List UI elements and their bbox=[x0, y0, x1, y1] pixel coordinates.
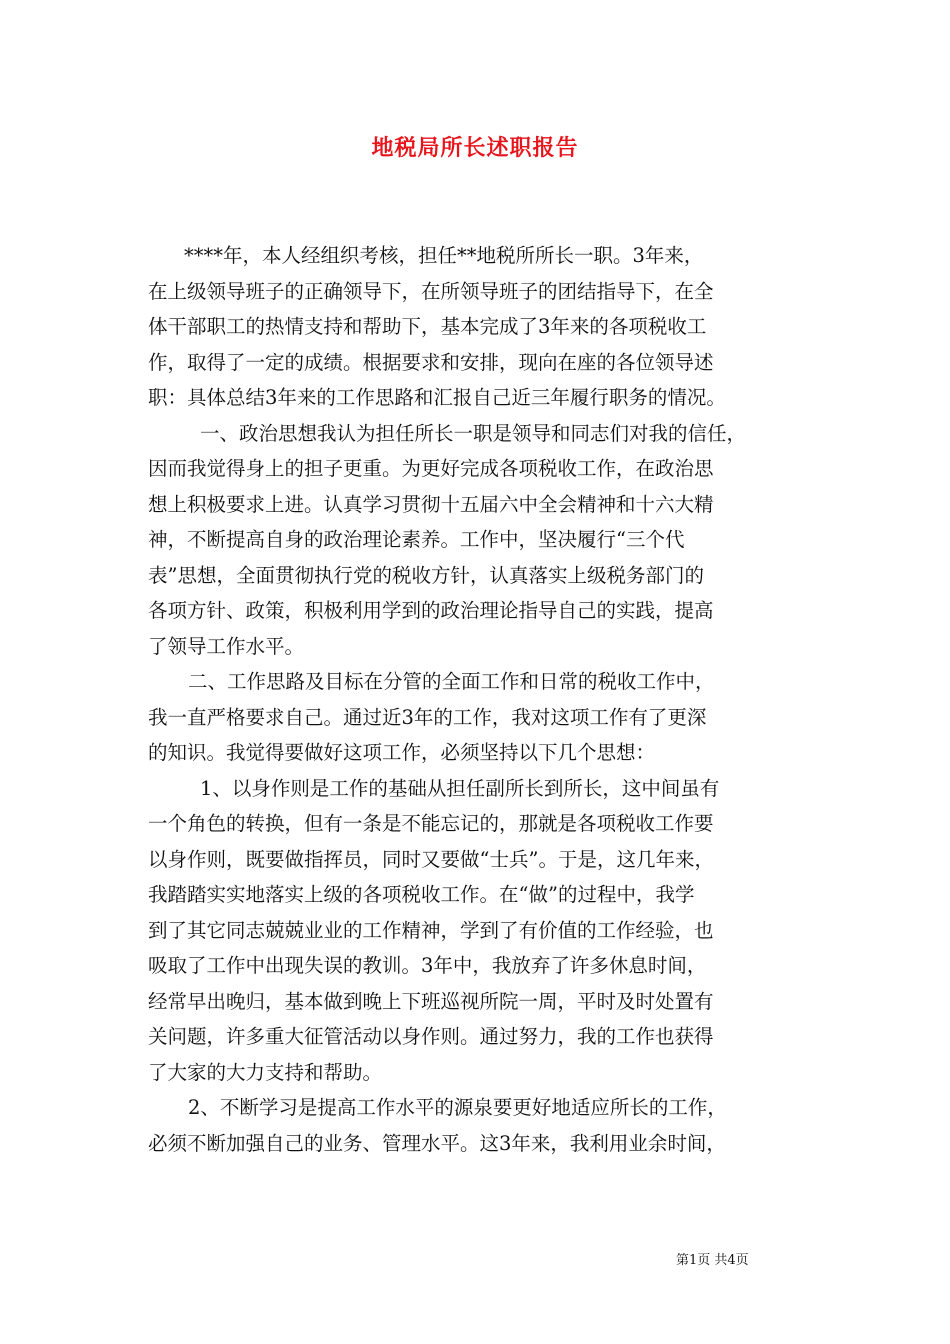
paragraph-line: 2、不断学习是提高工作水平的源泉要更好地适应所长的工作， bbox=[188, 1096, 727, 1119]
paragraph-line: 经常早出晚归，基本做到晚上下班巡视所院一周，平时及时处置有 bbox=[148, 989, 714, 1013]
paragraph-line: 因而我觉得身上的担子更重。为更好完成各项税收工作，在政治思 bbox=[148, 457, 714, 480]
paragraph-line: 了大家的大力支持和帮助。 bbox=[148, 1060, 383, 1084]
paragraph-line: 二、工作思路及目标在分管的全面工作和日常的税收工作中， bbox=[188, 670, 715, 693]
paragraph-line: 作，取得了一定的成绩。根据要求和安排，现向在座的各位领导述 bbox=[148, 350, 714, 374]
document-title: 地税局所长述职报告 bbox=[371, 135, 579, 161]
paragraph-line: 神，不断提高自身的政治理论素养。工作中，坚决履行“三个代 bbox=[148, 528, 685, 551]
paragraph-line: 吸取了工作中出现失误的教训。3年中，我放弃了许多休息时间， bbox=[148, 954, 707, 977]
paragraph-line: 1、以身作则是工作的基础从担任副所长到所长，这中间虽有 bbox=[200, 776, 720, 800]
page-number-footer: 第1页 共4页 bbox=[676, 1253, 749, 1268]
paragraph-line: 职：具体总结3年来的工作思路和汇报自己近三年履行职务的情况。 bbox=[148, 386, 726, 409]
paragraph-line: 体干部职工的热情支持和帮助下，基本完成了3年来的各项税收工 bbox=[148, 315, 707, 338]
paragraph-line: 表”思想，全面贯彻执行党的税收方针，认真落实上级税务部门的 bbox=[148, 563, 704, 587]
paragraph-line: 各项方针、政策，积极利用学到的政治理论指导自己的实践，提高 bbox=[148, 599, 714, 622]
document-body bbox=[148, 238, 814, 1161]
paragraph-line: 关问题，许多重大征管活动以身作则。通过努力，我的工作也获得 bbox=[148, 1025, 714, 1048]
paragraph-line: 一个角色的转换，但有一条是不能忘记的，那就是各项税收工作要 bbox=[148, 812, 714, 835]
paragraph-line: 想上积极要求上进。认真学习贯彻十五届六中全会精神和十六大精 bbox=[148, 492, 714, 516]
paragraph-line: 的知识。我觉得要做好这项工作，必须坚持以下几个思想： bbox=[148, 741, 656, 764]
paragraph-line: 一、政治思想我认为担任所长一职是领导和同志们对我的信任， bbox=[200, 421, 747, 445]
paragraph-line: 必须不断加强自己的业务、管理水平。这3年来，我利用业余时间， bbox=[148, 1131, 726, 1155]
paragraph-line: 了领导工作水平。 bbox=[148, 634, 305, 658]
paragraph-line: 在上级领导班子的正确领导下，在所领导班子的团结指导下，在全 bbox=[148, 279, 714, 303]
paragraph-line: 我一直严格要求自己。通过近3年的工作，我对这项工作有了更深 bbox=[148, 705, 707, 729]
paragraph-line: ****年，本人经组织考核，担任**地税所所长一职。3年来， bbox=[184, 244, 704, 267]
paragraph-line: 我踏踏实实地落实上级的各项税收工作。在“做”的过程中，我学 bbox=[148, 883, 695, 906]
paragraph-line: 以身作则，既要做指挥员，同时又要做“士兵”。于是，这几年来， bbox=[148, 847, 714, 871]
paragraph-line: 到了其它同志兢兢业业的工作精神，学到了有价值的工作经验，也 bbox=[148, 918, 714, 942]
